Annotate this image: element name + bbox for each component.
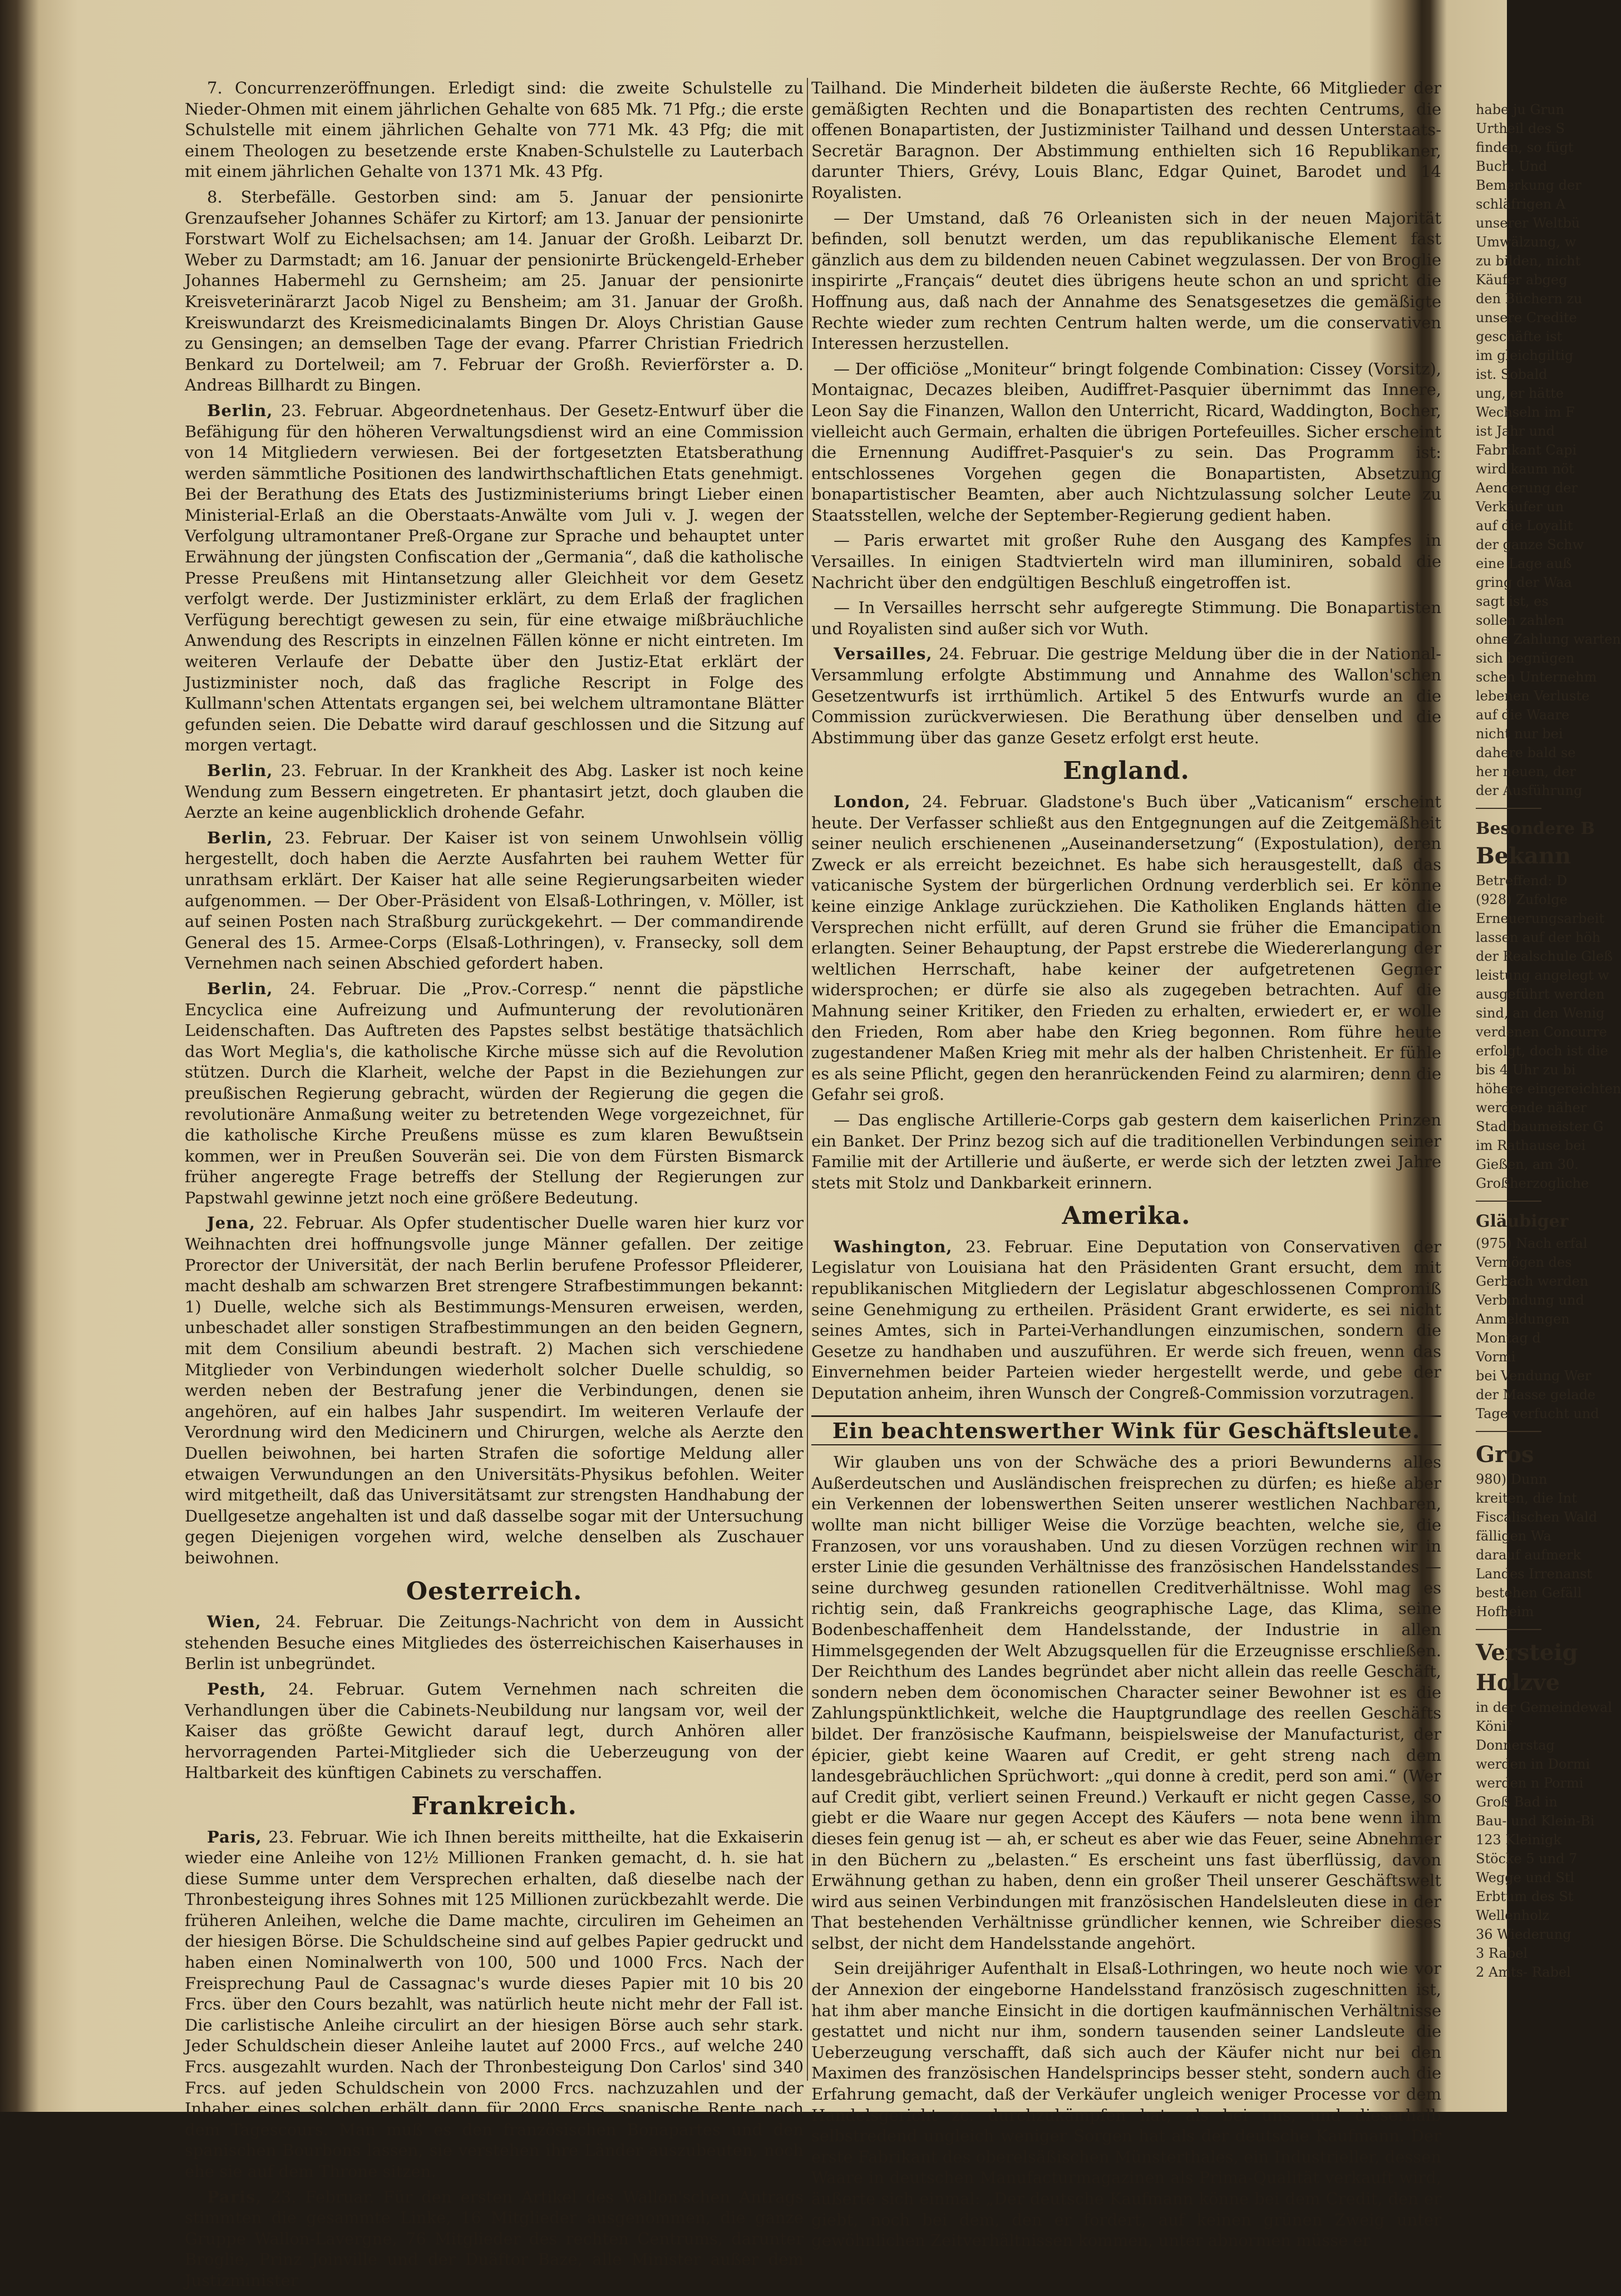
- divider: [1476, 1431, 1541, 1432]
- strip-line: Wellenholz: [1476, 1908, 1550, 1923]
- strip-line: der Masse gelade: [1476, 1387, 1596, 1403]
- dateline: Paris,: [207, 1827, 262, 1846]
- strip-line: Hofheim: [1476, 1604, 1534, 1619]
- dispatch-berlin-4: [185, 979, 804, 1209]
- strip-line: der ganze Schw: [1476, 537, 1584, 552]
- strip-line: fälligen Wa: [1476, 1528, 1551, 1544]
- dispatch-text: 24. Februar. Gladstone's Buch über „Vaticanism“ erscheint heute. Der Verfasser schließt aus den Entgegnungen auf die Zeitgemäßheit seiner neulich erschienenen „Auseinandersetzung“ (Expostulation), deren Zweck er als erreicht bezeichnet. Es habe sich herausgestellt, daß das vaticanische System der bürgerlichen Ordnung verderblich sei. Er könne keine einzige Anklage zurückziehen. Die Katholiken Englands hätten die Versprechen nicht erfüllt, auf deren Grund sie früher die Emancipation erlangten. Seiner Behauptung, der Papst erstrebe die Wiedererlangung der weltlichen Herrschaft, habe keiner der aufgetretenen Gegner widersprochen; er dürfe sie also als zugegeben betrachten. Auf die Mahnung seiner Kritiker, den Frieden zu erhalten, erwiedert er, er wolle den Frieden, Rom aber habe den Krieg begonnen. Rom führe heute zugestandener Maßen Krieg mit mehr als der halben Christenheit. Er fühle es als seine Pflicht, gegen den heranrückenden Feind zu alarmiren; denn die Gefahr sei groß.: [811, 792, 1442, 1104]
- strip-line: Landes Irrenanst: [1476, 1566, 1593, 1582]
- strip-line: unsere Credite: [1476, 310, 1577, 325]
- dispatch-pesth: [185, 1679, 804, 1784]
- strip-line: Vormi: [1476, 1349, 1516, 1365]
- dateline: Pesth,: [207, 1679, 267, 1698]
- strip-lines-gros: [1476, 1470, 1598, 1621]
- dateline: Berlin,: [207, 761, 273, 780]
- strip-line: Stöcke 5 und 7: [1476, 1851, 1578, 1867]
- strip-line: 2 Amts- Rabel: [1476, 1964, 1571, 1980]
- heading-holz: Holzve: [1476, 1670, 1560, 1696]
- strip-line: wird kaum nöt: [1476, 461, 1574, 477]
- strip-line: Wechseln im F: [1476, 404, 1575, 420]
- strip-line: bestehen Gefäll: [1476, 1585, 1582, 1601]
- strip-line: Buch. Und: [1476, 159, 1548, 174]
- strip-line: auf die Loyalit: [1476, 518, 1573, 534]
- dispatch-text: 23. Februar. Für den ersten Artikel des Wallon'schen Antrags stimmten die gesammte Linke, 16 Mitglieder ausgenommen, die ganze Gruppe Wallon-Lavergne, 76 Mitglieder des rechten Centrums, darunter Broglie, Prinz Joinville und der Duäftor Baze, alle Minister außer dem Justizminister: [185, 2187, 804, 2290]
- heading-bekann: Bekann: [1476, 843, 1571, 869]
- strip-line: den Büchern zu: [1476, 291, 1583, 307]
- strip-line: in der Gemeindewal: [1476, 1700, 1612, 1715]
- strip-line: sind, an den Wenig: [1476, 1005, 1605, 1021]
- strip-line: unserer Weltbü: [1476, 215, 1580, 231]
- dateline: Berlin,: [207, 401, 273, 420]
- dispatch-text: 23. Februar. Abgeordnetenhaus. Der Gesetz-Entwurf über die Befähigung für den höheren Verwaltungsdienst wird an eine Commission von 14 Mitgliedern verwiesen. Bei der fortgesetzten Etatsberathung werden sämmtliche Positionen des landwirthschaftlichen Etats genehmigt. Bei der Berathung des Etats des Justizministeriums bringt Lieber einen Ministerial-Erlaß an die Oberstaats-Anwälte vom Juli v. J. wegen der Verfolgung ultramontaner Preß-Organe zur Sprache und behauptet unter Erwähnung der jüngsten Confiscation der „Germania“, daß die katholische Presse Preußens mit Hintansetzung aller Gleichheit vor dem Gesetz verfolgt werde. Der Justizminister erklärt, zu dem Erlaß der fraglichen Verfügung berechtigt gewesen zu sein, für eine etwaige mißbräuchliche Anwendung des Rescripts in einzelnen Fällen könne er nicht eintreten. Im weiteren Verlaufe der Debatte über den Justiz-Etat erklärt der Justizminister noch, daß das fragliche Rescript in Folge des Kullmann'schen Attentats ergangen sei, bei welchem ultramontane Blätter gefunden seien. Die Debatte wird darauf geschlossen und die Sitzung auf morgen vertagt.: [185, 401, 804, 755]
- dispatch-jena: [185, 1213, 804, 1568]
- dateline: Versailles,: [834, 644, 933, 664]
- paragraph-tailhand: Tailhand. Die Minderheit bildeten die äußerste Rechte, 66 Mitglieder der gemäßigten Rechten und die Bonapartisten des rechten Centrums, die offenen Bonapartisten, der Justizminister Tailhand und dessen Unterstaats-Secretär Baragnon. Der Abstimmung enthielten sich 16 Republikaner, darunter Thiers, Grévy, Louis Blanc, Edgar Quinet, Barodet und 14 Royalisten.: [811, 78, 1441, 202]
- strip-line: her neuen, der: [1476, 764, 1576, 779]
- strip-line: ist Jahr und: [1476, 423, 1555, 439]
- strip-line: der Realschule Gleß: [1476, 949, 1613, 964]
- heading-versteig: Versteig: [1476, 1640, 1578, 1666]
- paragraph-wink-1: Wir glauben uns von der Schwäche des a priori Bewunderns alles Außerdeutschen und Ausländischen freisprechen zu dürfen; es hieße aber ein Verkennen der lobenswerthen Seiten unserer westlichen Nachbaren, wollte man nicht billiger Weise die Vorzüge beachten, welche sie, die Franzosen, vor uns voraushaben. Und zu diesen Vorzügen rechnen wir in erster Linie die gesunden Verhältnisse des französischen Handelsstandes — seine durchweg gesunden rationellen Creditverhältnisse. Wohl mag es richtig sein, daß Frankreichs geographische Lage, das Klima, seine Bodenbeschaffenheit dem Handelsstande, der Industrie in allen Himmelsgegenden der Welt Abzugsquellen für die Erzeugnisse erschließen. Der Reichthum des Landes begründet aber nicht allein das reelle Geschäft, sondern neben dem öconomischen Character seiner Bewohner ist es die Zahlungspünktlichkeit, welche die Hauptgrundlage des reellen Geschäfts bildet. Der französische Kaufmann, beispielsweise der Manufacturist, der épicier, giebt keine Waaren auf Credit, er geht streng nach dem landesgebräuchlichen Sprüchwort: „qui donne à credit, perd son ami.“ (Wer auf Credit gibt, verliert seinen Freund.) Verkauft er nicht gegen Casse, so giebt er die Waare nur gegen Accept des Käufers — nota bene wenn ihm dieses fein genug ist — ah, er scheut es aber wie das Feuer, seine Abnehmer in den Büchern zu „belasten.“ Es erscheint uns fast überflüssig, davon Erwähnung gethan zu haben, denn ein großer Theil unserer Geschäftswelt wird aus seinen Verbindungen mit französischen Handelsleuten diese in der That bestehenden Verhältnisse gründlicher kennen, wie Schreiber dieses selbst, der nicht dem Handelsstande angehört.: [811, 1453, 1441, 1953]
- dispatch-text: 23. Februar. Wie ich Ihnen bereits mittheilte, hat die Exkaiserin wieder eine Anleihe von 12½ Millionen Franken gemacht, d. h. sie hat diese Summe unter dem Versprechen erhalten, daß dieselbe nach der Thronbesteigung ihres Sohnes mit 125 Millionen zurückbezahlt werde. Die früheren Anleihen, welche die Dame machte, circuliren im Geheimen an der hiesigen Börse. Die Schuldscheine sind auf gelbes Papier gedruckt und haben einen Nominalwerth von 100, 500 und 1000 Frcs. Nach der Freisprechung Paul de Cassagnac's wurde dieses Papier mit 10 bis 20 Frcs. über den Cours bezahlt, was natürlich heute nicht mehr der Fall ist. Die carlistische Anleihe circulirt an der hiesigen Börse auch sehr stark. Jeder Schuldschein dieser Anleihe lautet auf 2000 Frcs., auf welche 240 Frcs. ausgezahlt wurden. Nach der Thronbesteigung Don Carlos' sind 340 Frcs. auf jeden Schuldschein von 2000 Frcs. nachzuzahlen und der Inhaber eines solchen erhält dann für 2000 Frcs. spanische Rente nach dem Tagescours. Man muß es den französischen Bonapartes und den spanischen Bourbons lassen, sie verstehen ihre Länder auszubeuten, noch ehe sie auf dem Throne sitzen.: [185, 1827, 804, 2181]
- middle-column: [811, 78, 1441, 2256]
- strip-line: im gleichgiltig: [1476, 348, 1574, 363]
- strip-line: gring der Waa: [1476, 575, 1572, 590]
- dispatch-berlin-2: [185, 761, 804, 823]
- paragraph-artillerie: — Das englische Artillerie-Corps gab gestern dem kaiserlichen Prinzen ein Banket. Der Prinz bezog sich auf die traditionellen Verbindungen seiner Familie mit der Artillerie und äußerte, er werde sich der letzten zwei Jahre stets mit Stolz und Dankbarkeit erinnern.: [811, 1110, 1441, 1192]
- section-heading-austria: Oesterreich.: [406, 1577, 583, 1606]
- strip-line: nicht nur bei: [1476, 726, 1563, 742]
- dispatch-text: 23. Februar. In der Krankheit des Abg. Lasker ist noch keine Wendung zum Bessern eingetreten. Er phantasirt jetzt, doch glauben die Aerzte an keine augenblicklich drohende Gefahr.: [185, 761, 804, 822]
- strip-line: Fabrikant Capi: [1476, 442, 1577, 458]
- strip-line: 3 Rabel: [1476, 1946, 1528, 1961]
- strip-line: Wegge und Stl: [1476, 1870, 1575, 1885]
- strip-line: lassen auf der höh: [1476, 930, 1601, 945]
- strip-line: Betreffend: D: [1476, 873, 1568, 888]
- divider: [1476, 1201, 1541, 1202]
- strip-line: (928) Zufolge: [1476, 892, 1568, 907]
- strip-line: Urtheil des S: [1476, 121, 1565, 136]
- paragraph-orleanisten: — Der Umstand, daß 76 Orleanisten sich in der neuen Majorität befinden, soll benutzt werden, um das republikanische Element fast gänzlich aus dem zu bildenden neuen Cabinet wegzulassen. Der von Broglie inspirirte „Français“ deutet dies übrigens heute schon an und spricht die Hoffnung aus, daß nach der Annahme des Senatsgesetzes die gemäßigte Rechte wieder zum rechten Centrum halten werde, um die conservativen Interessen herzustellen.: [811, 208, 1441, 353]
- strip-line: ist. Sobald: [1476, 367, 1548, 382]
- strip-line: Käufer abgeg: [1476, 272, 1568, 288]
- dateline: Washington,: [834, 1237, 953, 1256]
- newspaper-page: [39, 33, 1621, 2290]
- strip-line: Tage verfucht und: [1476, 1406, 1599, 1421]
- strip-lines-glaeubiger: [1476, 1234, 1599, 1423]
- strip-line: Verkäufer un: [1476, 499, 1564, 515]
- paragraph-paris-ruhe: — Paris erwartet mit großer Ruhe den Ausgang des Kampfes in Versailles. In einigen Stadtvierteln wird man illuminiren, sobald die Nachricht über den endgültigen Beschluß eingetroffen ist.: [811, 531, 1441, 592]
- strip-line: Könif: [1476, 1719, 1511, 1734]
- strip-line: ohne Zahlung warten: [1476, 631, 1621, 647]
- strip-line: finden, so fügt: [1476, 140, 1574, 155]
- dateline: Jena,: [207, 1213, 256, 1233]
- strip-line: der Ausführung: [1476, 783, 1583, 798]
- dateline: Wien,: [207, 1612, 262, 1632]
- dateline: Berlin,: [207, 828, 273, 847]
- strip-line: Donnerstag: [1476, 1737, 1555, 1753]
- dispatch-text: 23. Februar. Der Kaiser ist von seinem Unwohlsein völlig hergestellt, doch haben die Aerzte Ausfahrten bei rauhem Wetter für unrathsam erklärt. Der Kaiser hat alle seine Regierungsarbeiten wieder aufgenommen. — Der Ober-Präsident von Elsaß-Lothringen, v. Möller, ist auf seinen Posten nach Straßburg zurückgekehrt. — Der commandirende General des 15. Armee-Corps (Elsaß-Lothringen), v. Fransecky, soll dem Vernehmen nach seinen Abschied gefordert haben.: [185, 828, 804, 973]
- strip-line: werden in Dormi: [1476, 1756, 1590, 1772]
- strip-line: schläfrigen A: [1476, 196, 1566, 212]
- dispatch-paris-2: [185, 2187, 804, 2292]
- right-edge-column-fragment: [1476, 100, 1621, 2114]
- dateline: London,: [834, 792, 911, 811]
- strip-line: lebenen Verluste: [1476, 688, 1590, 704]
- strip-line: erfolgt, doch ist die: [1476, 1043, 1608, 1059]
- dateline: Paris,: [207, 2187, 262, 2206]
- strip-line: (975) Nach erfal: [1476, 1236, 1588, 1251]
- heading-glaeubiger: Gläubiger: [1476, 1212, 1569, 1231]
- strip-line: im Rathause bei: [1476, 1138, 1586, 1153]
- strip-line: bis 4 Uhr zu bi: [1476, 1062, 1576, 1078]
- dispatch-berlin-3: [185, 828, 804, 974]
- strip-line: ung, er hätte: [1476, 386, 1564, 401]
- strip-line: Bau- und Klein-Bi: [1476, 1813, 1595, 1829]
- section-heading-america: Amerika.: [1062, 1202, 1191, 1231]
- strip-line: Gießen, am 30.: [1476, 1157, 1579, 1172]
- strip-line: geschäfte ist: [1476, 329, 1563, 344]
- article-heading-wink: Ein beachtenswerther Wink für Geschäftsleute.: [811, 1415, 1441, 1446]
- strip-line: habe ju Grun: [1476, 102, 1565, 117]
- dispatch-paris-1: [185, 1827, 804, 2183]
- dispatch-text: 24. Februar. Die gestrige Meldung über die in der National-Versammlung erfolgte Abstimmung und Annahme des Wallon'schen Gesetzentwurfs ist irrthümlich. Artikel 5 des Entwurfs wurde an die Commission zurückverwiesen. Die Berathung über denselben und die Abstimmung über das ganze Gesetz erfolgt erst heute.: [811, 644, 1442, 747]
- dispatch-washington: [811, 1237, 1441, 1404]
- left-column: [185, 78, 804, 2296]
- paragraph-moniteur: — Der officiöse „Moniteur“ bringt folgende Combination: Cissey (Vorsitz), Montaignac, Decazes bleiben, Audiffret-Pasquier übernimmt das Innere, Leon Say die Finanzen, Wallon den Unterricht, Ricard, Waddington, Bocher, vielleicht auch Germain, erhalten die übrigen Portefeuilles. Sicher erscheint die Ernennung Audiffret-Pasquier's zu sein. Das Programm ist: entschlossenes Vorgehen gegen die Bonapartisten, Absetzung bonapartistischer Beamten, aber auch Nichtzulassung solcher Leute zu Staatsstellen, welche der September-Regierung gedient haben.: [811, 359, 1441, 525]
- paragraph-concurrenz: 7. Concurrenzeröffnungen. Erledigt sind: die zweite Schulstelle zu Nieder-Ohmen mit einem jährlichen Gehalte von 685 Mk. 71 Pfg.; die erste Schulstelle mit einem jährlichen Gehalte von 771 Mk. 43 Pfg; die mit einem Theologen zu besetzende erste Knaben-Schulstelle zu Lauterbach mit einem jährlichen Gehalte von 1371 Mk. 43 Pfg.: [185, 78, 804, 181]
- dispatch-wien: [185, 1612, 804, 1675]
- strip-line: ausgeführt werden: [1476, 986, 1605, 1002]
- strip-line: bei Vendung Wer: [1476, 1368, 1592, 1384]
- dispatch-text: 23. Februar. Eine Deputation von Conservativen der Legislatur von Louisiana hat den Präsidenten Grant ersucht, dem mit republikanischen Mitgliedern der Legislatur abgeschlossenen Compromiß seine Genehmigung zu ertheilen. Präsident Grant erwiderte, es sei nicht seines Amtes, sich in Partei-Verhandlungen einzumischen, sondern die Gesetze zu handhaben und auszuführen. Er werde sich freuen, wenn das Einvernehmen beider Parteien wieder hergestellt werde, und gebe der Deputation anheim, ihren Wunsch der Congreß-Commission vorzutragen.: [811, 1237, 1442, 1403]
- strip-line: sich begnügen: [1476, 650, 1575, 666]
- dispatch-text: 24. Februar. Gutem Vernehmen nach schreiten die Verhandlungen über die Cabinets-Neubildung nur langsam vor, weil der Kaiser das größte Gewicht darauf legt, durch Anhören aller hervorragenden Partei-Mitglieder sich die Ueberzeugung von der Haltbarkeit des künftigen Cabinets zu verschaffen.: [185, 1679, 804, 1783]
- strip-line: werdende näher: [1476, 1100, 1587, 1115]
- paragraph-sterbefaelle: 8. Sterbefälle. Gestorben sind: am 5. Januar der pensionirte Grenzaufseher Johannes Schäfer zu Kirtorf; am 13. Januar der pensionirte Forstwart Wolf zu Eichelsachsen; am 14. Januar der Großh. Leibarzt Dr. Weber zu Darmstadt; am 16. Januar der pensionirte Brückengeld-Erheber Johannes Habermehl zu Gernsheim; am 25. Januar der pensionirte Kreisveterinärarzt Jacob Nigel zu Bensheim; am 31. Januar der Großh. Kreiswundarzt des Kreismedicinalamts Bingen Dr. Aloys Christian Gause zu Gensingen; an demselben Tage der evang. Pfarrer Christian Friedrich Benkard zu Dortelweil; am 7. Februar der Großh. Revierförster a. D. Andreas Billhardt zu Bingen.: [185, 187, 804, 395]
- strip-line: höhere eingereichten: [1476, 1081, 1621, 1097]
- strip-line: Verbindung und: [1476, 1292, 1584, 1308]
- heading-gros: Gros: [1476, 1441, 1534, 1468]
- dispatch-text: 22. Februar. Als Opfer studentischer Duelle waren hier kurz vor Weihnachten drei hoffnungsvolle junge Männer gefallen. Der zeitige Prorector der Universität, der nach Berlin berufene Professor Pfleiderer, macht deshalb am schwarzen Bret strengere Strafbestimmungen bekannt: 1) Duelle, welche sich als Bestimmungs-Mensuren erweisen, werden, unbeschadet aller sonstigen Strafbestimmungen an den beiden Gegnern, mit dem Consilium abeundi bestraft. 2) Machen sich verschiedene Mitglieder von Verbindungen wiederholt solcher Duelle schuldig, so werden neben der Bestrafung jener die Verbindungen, denen sie angehören, auf ein halbes Jahr suspendirt. Im weiteren Verlaufe der Verordnung wird den Medicinern und Chirurgen, welche als Aerzte den Duellen beiwohnen, bei harten Strafen die sofortige Meldung aller etwaigen Verwundungen an den Universitäts-Physikus befohlen. Weiter wird mitgetheilt, daß das Universitätsamt zur strengsten Handhabung der Duellgesetze angehalten ist und daß dasselbe sogar mit der Untersuchung gegen Diejenigen vorgehen wird, welche denselben als Zuschauer beiwohnen.: [185, 1213, 804, 1567]
- strip-line: dahere bald se: [1476, 745, 1576, 761]
- dispatch-text: 24. Februar. Die Zeitungs-Nachricht von dem in Aussicht stehenden Besuche eines Mitgliedes des österreichischen Kaiserhauses in Berlin ist unbegründet.: [185, 1612, 804, 1673]
- strip-line: 980) Dunn: [1476, 1472, 1548, 1487]
- strip-line: Stadtbaumeister G: [1476, 1119, 1604, 1134]
- dateline: Berlin,: [207, 979, 273, 998]
- heading-besondere: Besondere B: [1476, 819, 1595, 838]
- divider: [1476, 808, 1541, 809]
- strip-line: sollen zahlen: [1476, 613, 1565, 628]
- strip-line: schen Unternehm: [1476, 669, 1597, 685]
- strip-line: 36 Wiederung: [1476, 1927, 1571, 1942]
- paragraph-versailles-stimmung: — In Versailles herrscht sehr aufgeregte Stimmung. Die Bonapartisten und Royalisten sind außer sich vor Wuth.: [811, 598, 1441, 638]
- strip-lines-holz: [1476, 1698, 1612, 1982]
- strip-line: werden n Pormi: [1476, 1775, 1584, 1791]
- dispatch-versailles: [811, 644, 1441, 748]
- strip-line: sagt ist, es: [1476, 594, 1549, 609]
- strip-line: 123 Kleinigk: [1476, 1832, 1561, 1848]
- strip-line: Fiscalischen Wald: [1476, 1509, 1598, 1525]
- strip-line: Groß Bad in: [1476, 1794, 1558, 1810]
- strip-lines-mid: [1476, 871, 1621, 1193]
- divider: [1476, 1629, 1541, 1630]
- strip-line: Großherzogliche: [1476, 1176, 1589, 1191]
- strip-lines-top: [1476, 100, 1621, 800]
- strip-line: Anmeldungen: [1476, 1311, 1570, 1327]
- section-heading-england: England.: [1063, 757, 1190, 786]
- dispatch-berlin-1: [185, 401, 804, 756]
- dispatch-london: [811, 792, 1441, 1105]
- strip-line: Erneuerungsarbeit: [1476, 911, 1605, 926]
- paragraph-wink-2: Sein dreijähriger Aufenthalt in Elsaß-Lothringen, wo heute noch wie vor der Annexion der eingeborne Handelsstand französisch zugeschnitten ist, hat ihm aber manche Einsicht in die dortigen kaufmännischen Verhältnisse gestattet und nicht nur ihm, sondern tausenden seiner Landsleute die Ueberzeugung verschafft, daß sich auch der Käufer nicht nur bei den Maximen des französischen Handelsprincips besser steht, sondern auch die Erfahrung gemacht, daß der Verkäufer ungleich weniger Processe vor dem Handelsgericht zc. durchzukämpfen hat, als bei uns, und dieserhalb selbstredend ungleich weniger Sorgen hat als der deutsche Kaufmann. Der erste Fabrikant des oberelsäßischen Münsterthales, ein Industrieller, dessen Waare in deutschen Manufacturmagazinen als Prima-Qualität verkauft wird, äußerte sich einmal: „Der deutsche Kaufmann könne bei dem Credit, den er giebt, noch bei dem, den er fordert, auf keinen grünen Zweig unter gewöhnlichen Zeitverhältnissen kommen, unter abnormen müsse er: [811, 1959, 1441, 2250]
- strip-line: Umwälzung, w: [1476, 234, 1576, 250]
- strip-line: leistung angelegt w: [1476, 967, 1609, 983]
- dispatch-text: 24. Februar. Die „Prov.-Corresp.“ nennt die päpstliche Encyclica eine Aufreizung und Aufmunterung der revolutionären Leidenschaften. Das Auftreten des Papstes selbst bestätige thatsächlich das Wort Meglia's, die katholische Kirche müsse sich auf die Revolution stützen. Durch die Klarheit, welche der Papst in die Beziehungen zur preußischen Regierung gebracht, würden der Regierung die gegen die revolutionäre Anmaßung weiter zu betretenden Wege vorgezeichnet, für die katholische Kirche Preußens müsse es zum klaren Bewußtsein kommen, wer in Preußen Souverän sei. Die von dem Fürsten Bismarck früher angeregte Frage betreffs der Stellung der Regierungen zur Papstwahl gewinne jetzt noch eine größere Bedeutung.: [185, 979, 804, 1207]
- strip-line: Vermögen des: [1476, 1255, 1572, 1270]
- strip-line: eine Lage auß: [1476, 556, 1572, 571]
- strip-line: Aenderung der: [1476, 480, 1578, 496]
- strip-line: verdenen Concurre: [1476, 1024, 1607, 1040]
- strip-line: kreiten, die Int: [1476, 1490, 1577, 1506]
- strip-line: auf die Waare: [1476, 707, 1570, 723]
- column-rule: [807, 78, 808, 2081]
- strip-line: Bemerkung der: [1476, 177, 1581, 193]
- section-heading-france: Frankreich.: [411, 1791, 577, 1820]
- strip-line: Montag d: [1476, 1330, 1541, 1346]
- strip-line: Gerbach werden: [1476, 1273, 1589, 1289]
- strip-line: Erbtum des St: [1476, 1889, 1574, 1904]
- strip-line: zu bilden, nicht: [1476, 253, 1581, 269]
- strip-line: darauf aufmerk: [1476, 1547, 1581, 1563]
